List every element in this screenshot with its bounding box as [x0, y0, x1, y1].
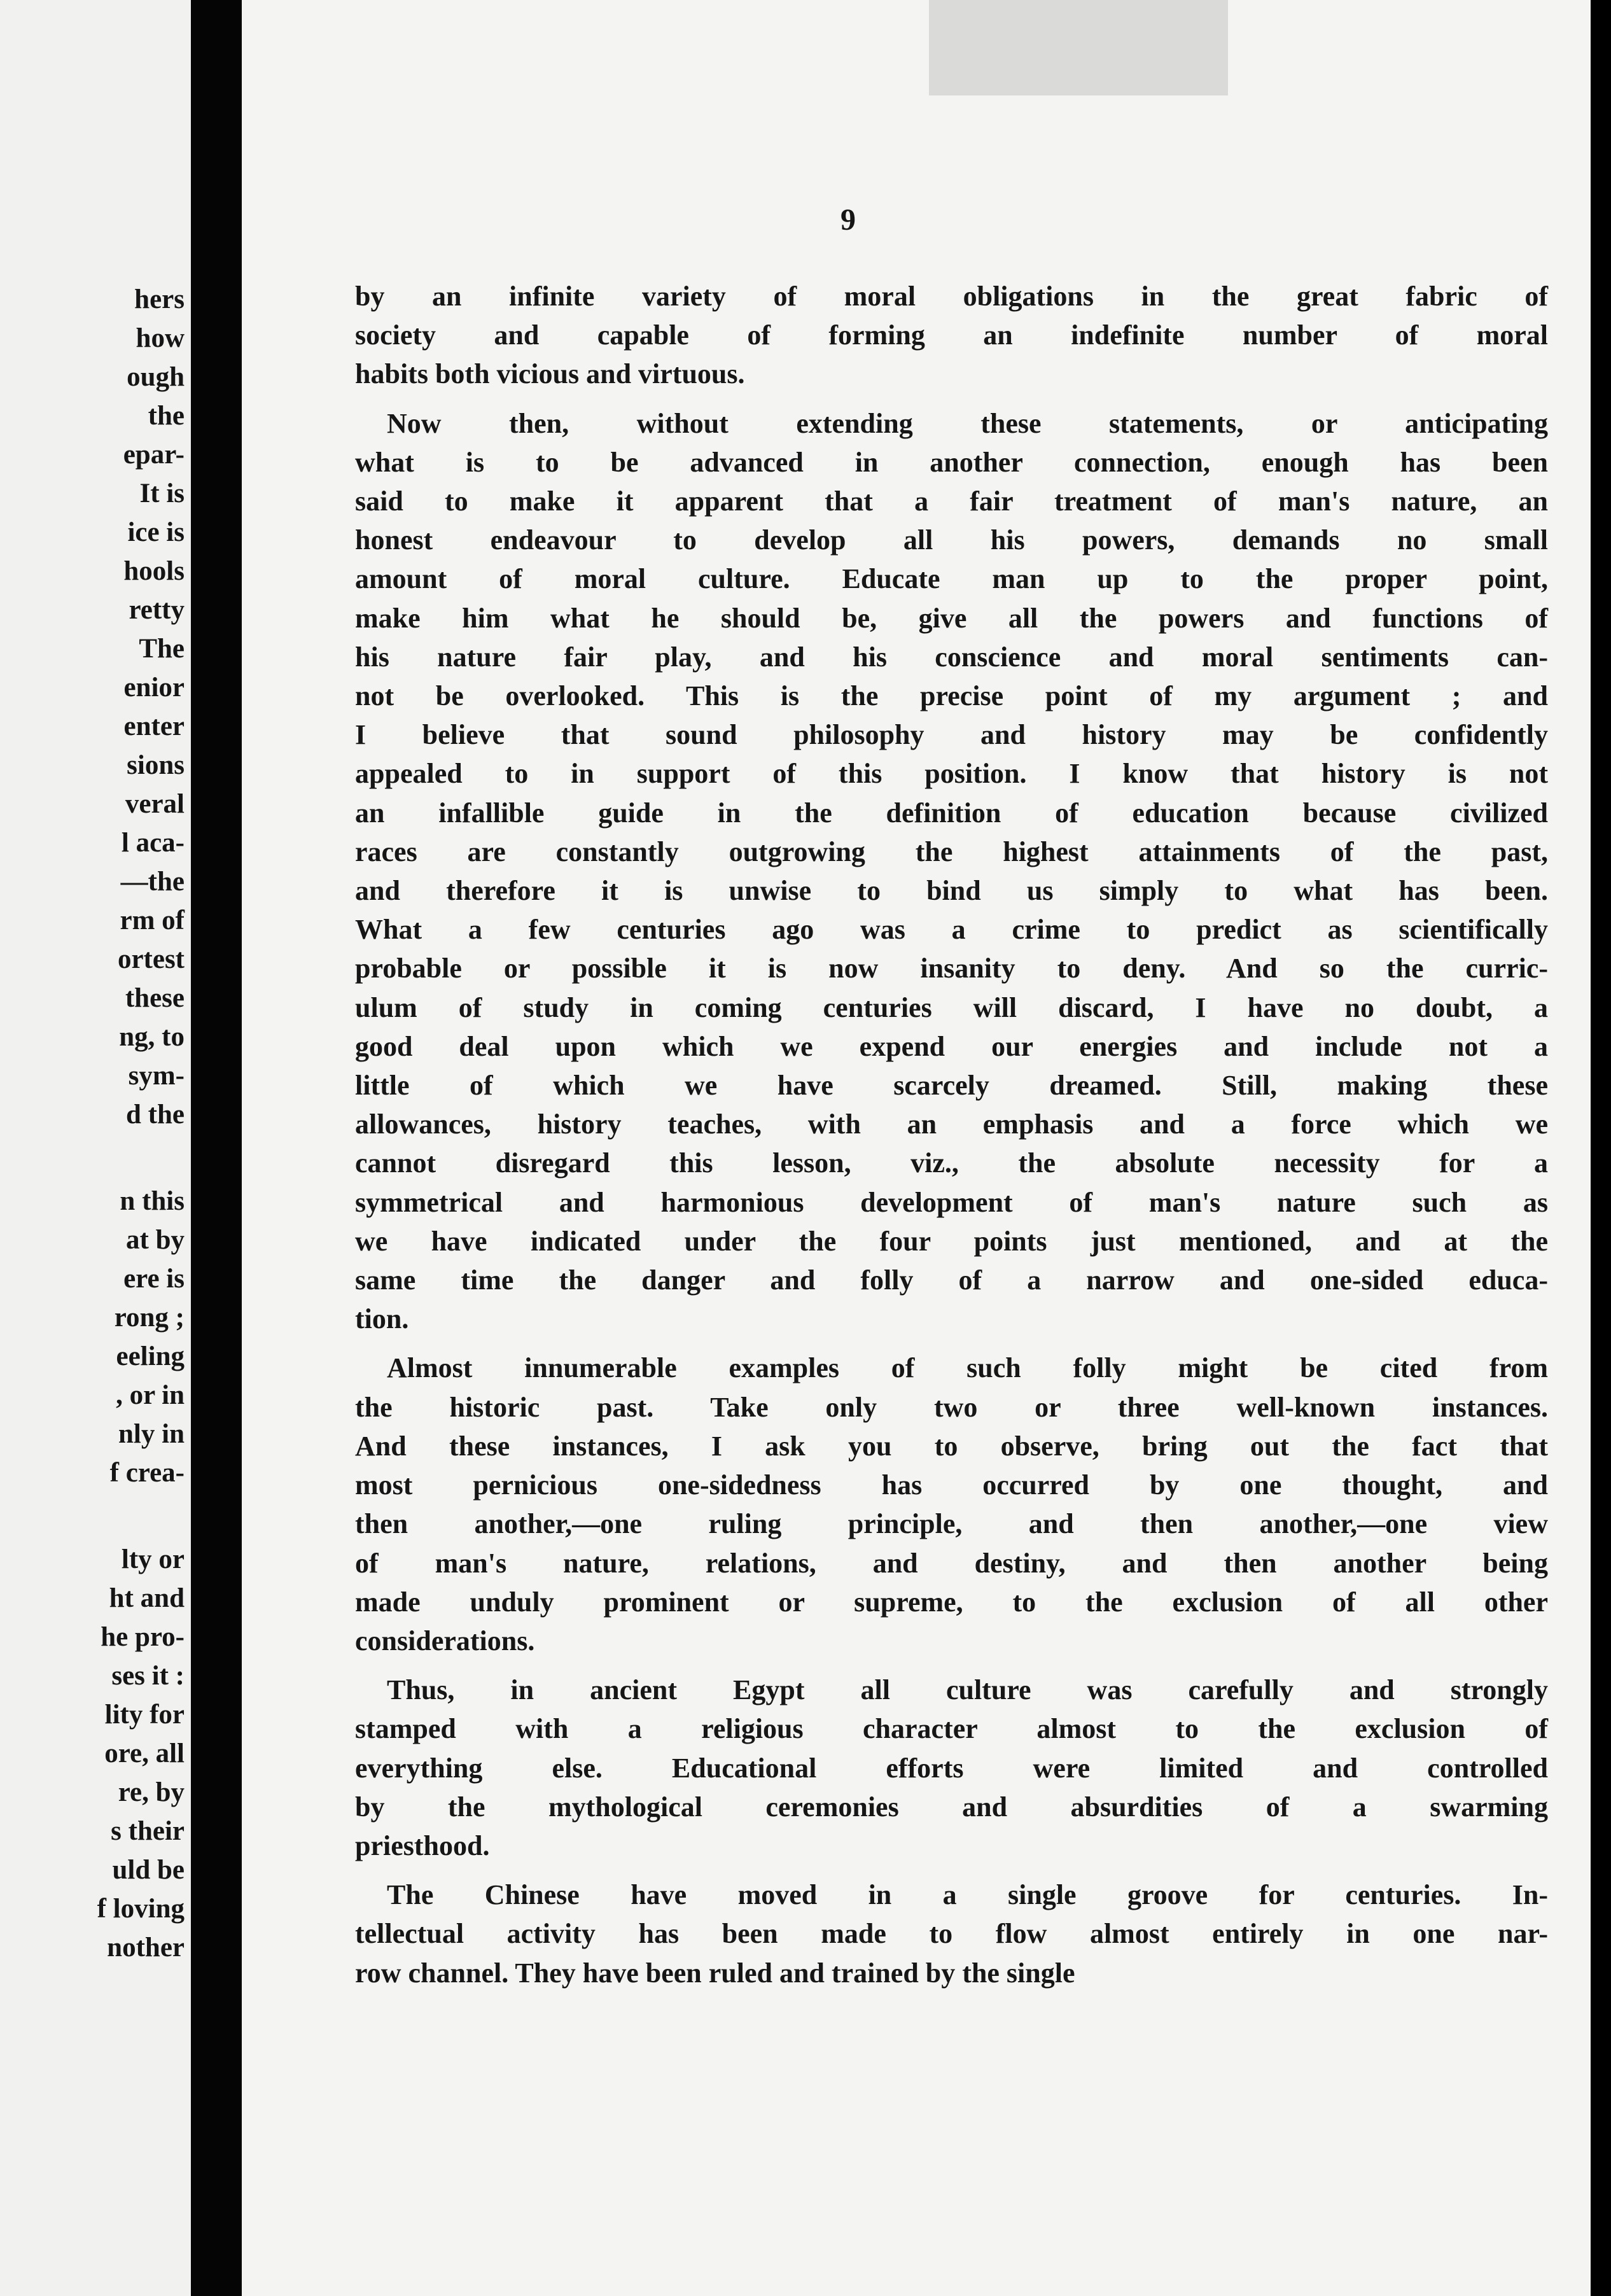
previous-page-line: sym- [128, 1061, 185, 1091]
text-line: and therefore it is unwise to bind us simply to what has been. [355, 875, 1548, 907]
text-line: everything else. Educational efforts were limited and controlled [355, 1752, 1548, 1784]
previous-page-gap [97, 1492, 185, 1540]
paragraph [355, 277, 1548, 394]
paragraph [355, 1348, 1548, 1660]
previous-page-line: eeling [116, 1341, 185, 1371]
text-line: ulum of study in coming centuries will discard, I have no doubt, a [355, 991, 1548, 1023]
previous-page-line: ortest [117, 944, 185, 974]
text-line: considerations. [355, 1625, 535, 1656]
text-line: make him what he should be, give all the powers and functions of [355, 602, 1548, 634]
previous-page-line: at by [126, 1225, 185, 1255]
text-line: made unduly prominent or supreme, to the exclusion of all other [355, 1586, 1548, 1618]
previous-page-line: how [136, 323, 185, 353]
previous-page-line: f crea- [109, 1458, 185, 1488]
text-line: same time the danger and folly of a narrow and one-sided educa- [355, 1264, 1548, 1296]
text-line: cannot disregard this lesson, viz., the absolute necessity for a [355, 1147, 1548, 1179]
previous-page-line: ses it : [111, 1661, 185, 1691]
previous-page-line: ng, to [119, 1022, 185, 1052]
text-line: Now then, without extending these statements, or anticipating [387, 407, 1548, 439]
previous-page-fragment [0, 0, 191, 2296]
text-line: then another,—one ruling principle, and then another,—one view [355, 1508, 1548, 1540]
previous-page-line: re, by [118, 1777, 185, 1807]
text-line: his nature fair play, and his conscience and moral sentiments can- [355, 641, 1548, 673]
previous-page-line: f loving [97, 1894, 185, 1924]
previous-page-line: nly in [118, 1419, 185, 1449]
previous-page-text [97, 280, 185, 1967]
text-line: row channel. They have been ruled and trained by the single [355, 1957, 1075, 1989]
previous-page-line: ice is [127, 517, 185, 547]
text-line: by an infinite variety of moral obligations in the great fabric of [355, 281, 1548, 312]
previous-page-line: d the [126, 1100, 185, 1130]
previous-page-line: epar- [123, 440, 185, 470]
paragraph [355, 1670, 1548, 1865]
previous-page-line: ht and [109, 1583, 185, 1613]
previous-page-line: he pro- [101, 1622, 185, 1652]
text-line: probable or possible it is now insanity to deny. And so the curric- [355, 953, 1548, 984]
text-line: tion. [355, 1303, 409, 1335]
previous-page-line: enior [123, 673, 185, 703]
tape-mark [929, 0, 1228, 95]
previous-page-line: It is [139, 479, 185, 508]
paragraph [355, 1875, 1548, 1992]
text-line: by the mythological ceremonies and absurdities of a swarming [355, 1791, 1548, 1823]
text-line: good deal upon which we expend our energies and include not a [355, 1030, 1548, 1062]
text-line: stamped with a religious character almost to the exclusion of [355, 1713, 1548, 1745]
body-text [355, 277, 1548, 2003]
previous-page-line: uld be [112, 1855, 185, 1885]
previous-page-line: ough [127, 362, 185, 392]
previous-page-line: The [139, 634, 185, 664]
text-line: what is to be advanced in another connection, enough has been [355, 446, 1548, 478]
previous-page-line: ore, all [104, 1739, 185, 1768]
previous-page-line: ere is [123, 1264, 185, 1294]
previous-page-line: s their [111, 1816, 185, 1846]
text-line: little of which we have scarcely dreamed. Still, making these [355, 1070, 1548, 1102]
text-line: an infallible guide in the definition of education because civilized [355, 797, 1548, 829]
document-page [242, 0, 1591, 2296]
previous-page-line: these [125, 983, 185, 1013]
previous-page-line: sions [127, 750, 185, 780]
previous-page-line: n this [120, 1186, 185, 1216]
text-line: honest endeavour to develop all his powers, demands no small [355, 524, 1548, 556]
text-line: tellectual activity has been made to flow almost entirely in one nar- [355, 1918, 1548, 1950]
previous-page-line: rm of [120, 906, 185, 935]
previous-page-line: hools [123, 556, 185, 586]
text-line: the historic past. Take only two or three well-known instances. [355, 1391, 1548, 1423]
text-line: not be overlooked. This is the precise point of my argument ; and [355, 680, 1548, 712]
text-line: The Chinese have moved in a single groove for centuries. In- [387, 1879, 1548, 1911]
previous-page-gap [97, 1134, 185, 1182]
text-line: of man's nature, relations, and destiny, and then another being [355, 1547, 1548, 1579]
text-line: priesthood. [355, 1830, 490, 1861]
previous-page-line: l aca- [121, 828, 185, 858]
previous-page-line: , or in [116, 1380, 185, 1410]
text-line: I believe that sound philosophy and history may be confidently [355, 719, 1548, 751]
paragraph [355, 404, 1548, 1339]
text-line: races are constantly outgrowing the highest attainments of the past, [355, 836, 1548, 867]
text-line: Almost innumerable examples of such folly might be cited from [387, 1352, 1548, 1384]
text-line: society and capable of forming an indefinite number of moral [355, 319, 1548, 351]
previous-page-line: lty or [121, 1544, 185, 1574]
previous-page-line: veral [125, 789, 185, 819]
text-line: What a few centuries ago was a crime to predict as scientifically [355, 914, 1548, 946]
previous-page-line: nother [107, 1933, 185, 1963]
previous-page-line: rong ; [114, 1303, 185, 1333]
text-line: And these instances, I ask you to observe, bring out the fact that [355, 1430, 1548, 1462]
previous-page-line: lity for [104, 1700, 185, 1730]
previous-page-line: retty [129, 595, 185, 625]
text-line: appealed to in support of this position. I know that history is not [355, 758, 1548, 790]
previous-page-line: enter [123, 711, 185, 741]
text-line: allowances, history teaches, with an emphasis and a force which we [355, 1109, 1548, 1140]
text-line: we have indicated under the four points just mentioned, and at the [355, 1225, 1548, 1257]
previous-page-line: the [148, 401, 185, 431]
previous-page-line: —the [120, 867, 185, 897]
text-line: said to make it apparent that a fair treatment of man's nature, an [355, 486, 1548, 517]
page-number: 9 [840, 203, 856, 237]
previous-page-line: hers [134, 284, 185, 314]
text-line: symmetrical and harmonious development of man's nature such as [355, 1186, 1548, 1218]
text-line: Thus, in ancient Egypt all culture was carefully and strongly [387, 1674, 1548, 1706]
text-line: most pernicious one-sidedness has occurred by one thought, and [355, 1469, 1548, 1501]
scan-edge [1591, 0, 1611, 2296]
text-line: amount of moral culture. Educate man up to the proper point, [355, 563, 1548, 595]
text-line: habits both vicious and virtuous. [355, 358, 745, 390]
book-gutter [191, 0, 242, 2296]
